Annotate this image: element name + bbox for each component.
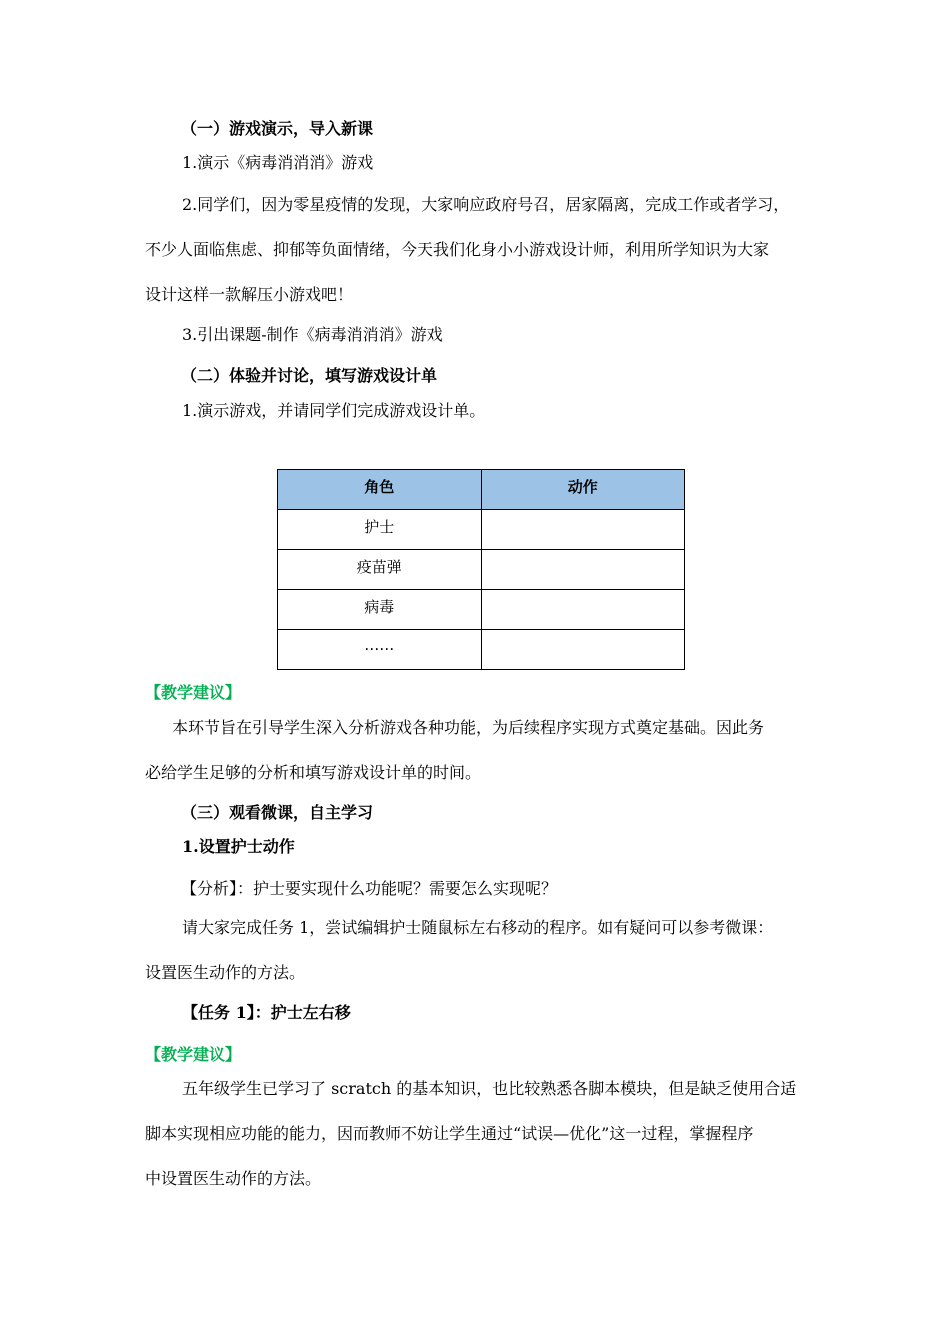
teaching-tip-2-line-2: 脚本实现相应功能的能力，因而教师不妨让学生通过“试误—优化”这一过程，掌握程序 [145, 1124, 754, 1143]
table-cell-action[interactable] [481, 590, 685, 630]
table-row [278, 510, 685, 550]
teaching-tip-label-1: 【教学建议】 [145, 683, 242, 702]
table-cell-role: …… [278, 630, 482, 670]
section1-paragraph-2-line-3: 设计这样一款解压小游戏吧！ [145, 285, 354, 304]
section1-heading: （一）游戏演示，导入新课 [181, 119, 374, 138]
analysis-text: 【分析】：护士要实现什么功能呢？需要怎么实现呢？ [181, 879, 558, 898]
game-design-table [277, 469, 685, 670]
section2-heading: （二）体验并讨论，填写游戏设计单 [181, 366, 438, 385]
teaching-tip-1-line-2: 必给学生足够的分析和填写游戏设计单的时间。 [145, 763, 482, 782]
table-row [278, 630, 685, 670]
section3-heading: （三）观看微课，自主学习 [181, 803, 374, 822]
section2-paragraph-1: 1.演示游戏，并请同学们完成游戏设计单。 [182, 401, 486, 420]
section1-paragraph-2-line-2: 不少人面临焦虑、抑郁等负面情绪，今天我们化身小小游戏设计师，利用所学知识为大家 [145, 240, 770, 259]
table-cell-role: 病毒 [278, 590, 482, 630]
task-1-heading: 【任务 1】：护士左右移 [182, 1003, 351, 1022]
table-cell-action[interactable] [481, 550, 685, 590]
teaching-tip-2-line-3: 中设置医生动作的方法。 [145, 1169, 322, 1188]
section1-paragraph-1: 1.演示《病毒消消消》游戏 [182, 153, 374, 172]
teaching-tip-label-2: 【教学建议】 [145, 1045, 242, 1064]
table-header-row [278, 470, 685, 510]
task-instruction-line-1: 请大家完成任务 1，尝试编辑护士随鼠标左右移动的程序。如有疑问可以参考微课： [182, 918, 774, 937]
table-header-action: 动作 [481, 470, 685, 510]
section1-paragraph-2-line-1: 2.同学们，因为零星疫情的发现，大家响应政府号召，居家隔离，完成工作或者学习， [182, 195, 790, 214]
table-cell-role: 疫苗弹 [278, 550, 482, 590]
table-cell-action[interactable] [481, 630, 685, 670]
task-instruction-line-2: 设置医生动作的方法。 [145, 963, 306, 982]
teaching-tip-2-line-1: 五年级学生已学习了 scratch 的基本知识，也比较熟悉各脚本模块，但是缺乏使用合适 [182, 1079, 797, 1098]
teaching-tip-1-line-1: 本环节旨在引导学生深入分析游戏各种功能，为后续程序实现方式奠定基础。因此务 [172, 718, 765, 737]
table-header-role: 角色 [278, 470, 482, 510]
table-cell-action[interactable] [481, 510, 685, 550]
table-cell-role: 护士 [278, 510, 482, 550]
section1-paragraph-3: 3.引出课题-制作《病毒消消消》游戏 [182, 325, 443, 344]
section3-subheading: 1.设置护士动作 [182, 837, 295, 856]
table-row [278, 590, 685, 630]
table-row [278, 550, 685, 590]
